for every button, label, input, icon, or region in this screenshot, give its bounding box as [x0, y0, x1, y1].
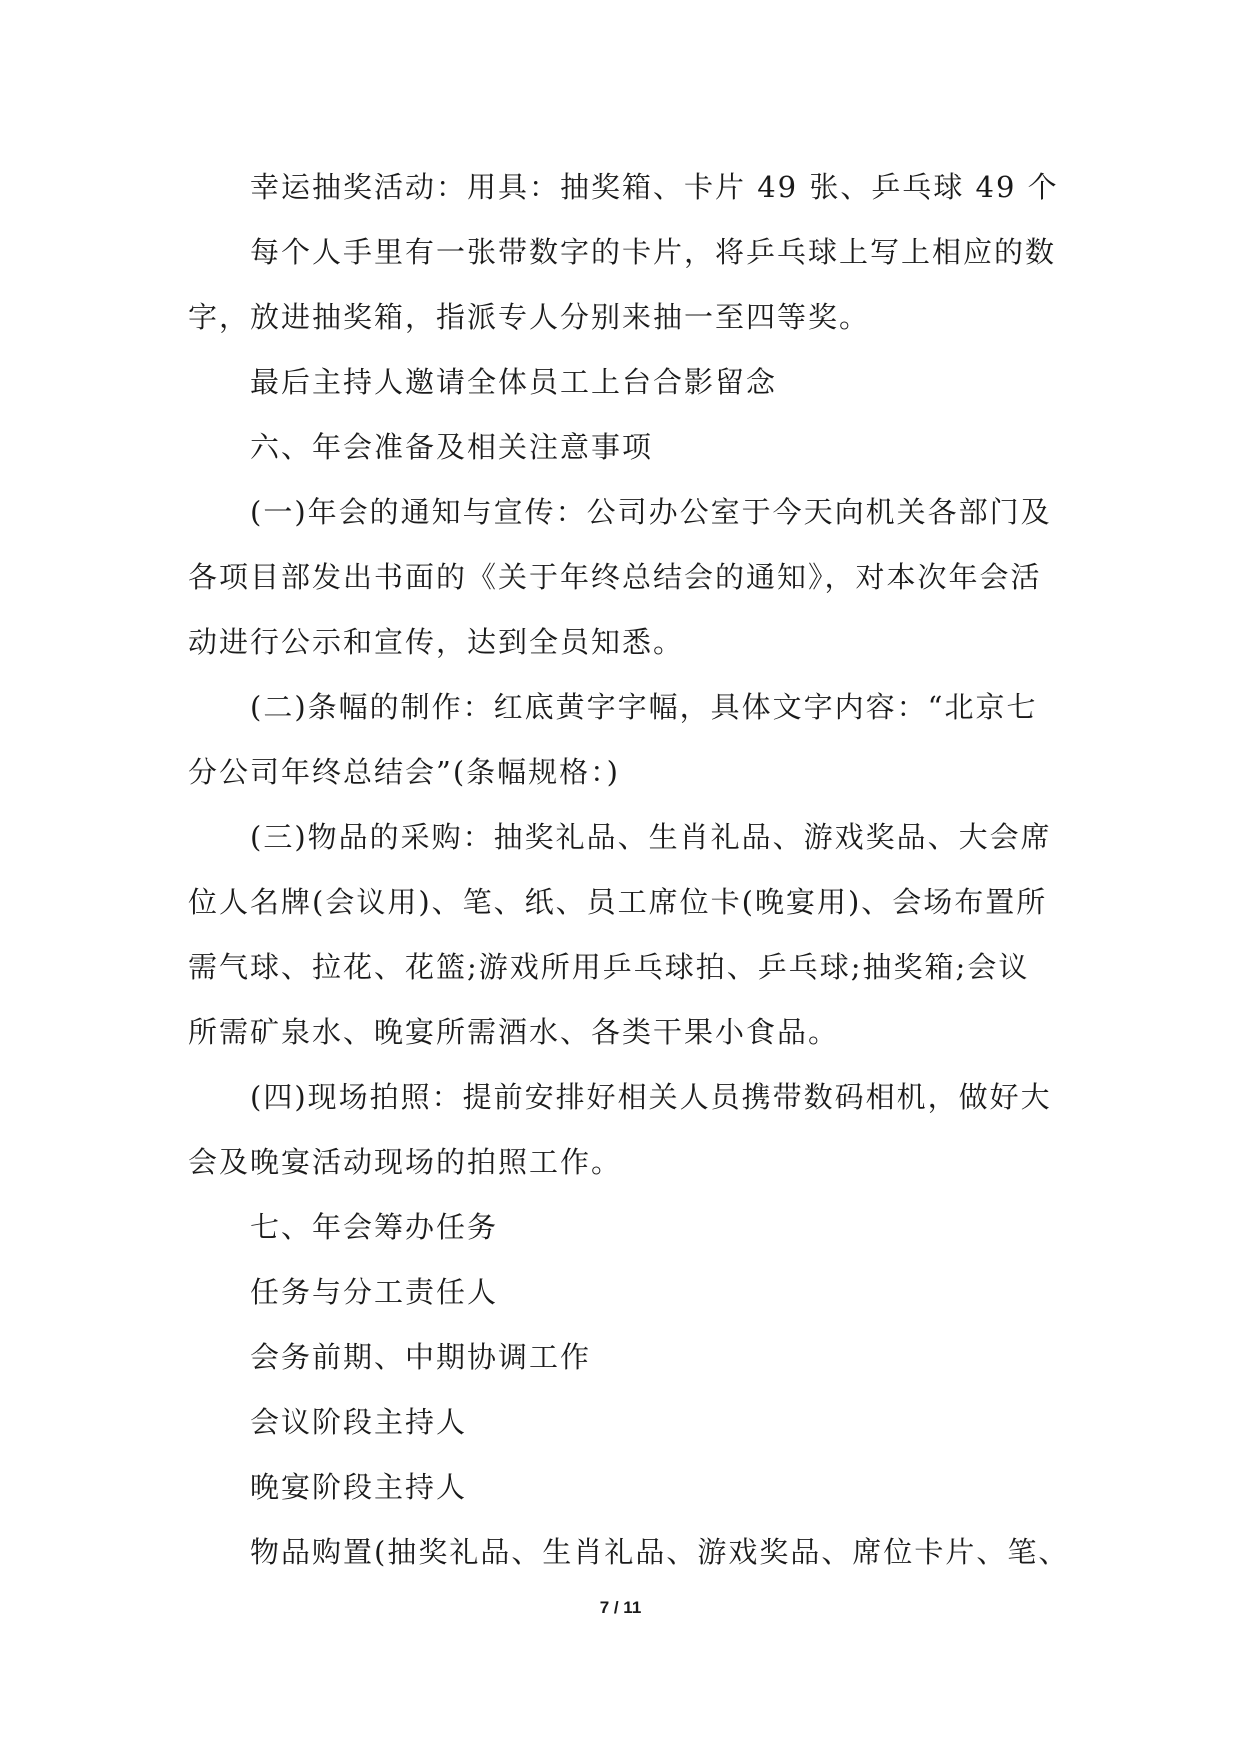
- text-line: 物品购置(抽奖礼品、生肖礼品、游戏奖品、席位卡片、笔、: [250, 1535, 1070, 1569]
- text-line: (一)年会的通知与宣传：公司办公室于今天向机关各部门及: [250, 495, 1052, 529]
- section-heading: 六、年会准备及相关注意事项: [250, 430, 654, 464]
- section-heading: 七、年会筹办任务: [250, 1210, 499, 1244]
- text-line: 位人名牌(会议用)、笔、纸、员工席位卡(晚宴用)、会场布置所: [188, 885, 1048, 919]
- text-line: 会务前期、中期协调工作: [250, 1340, 592, 1374]
- text-line: 会议阶段主持人: [250, 1405, 468, 1439]
- text-line: 动进行公示和宣传，达到全员知悉。: [188, 625, 685, 659]
- text-line: 字，放进抽奖箱，指派专人分别来抽一至四等奖。: [188, 300, 871, 334]
- text-line: 任务与分工责任人: [250, 1275, 499, 1309]
- text-line: 所需矿泉水、晚宴所需酒水、各类干果小食品。: [188, 1015, 840, 1049]
- text-line: 分公司年终总结会”(条幅规格：): [188, 755, 620, 789]
- text-line: 晚宴阶段主持人: [250, 1470, 468, 1504]
- text-line: 需气球、拉花、花篮;游戏所用乒乓球拍、乒乓球;抽奖箱;会议: [188, 950, 1030, 984]
- text-line: 幸运抽奖活动：用具：抽奖箱、卡片 49 张、乒乓球 49 个: [250, 170, 1059, 204]
- text-line: (四)现场拍照：提前安排好相关人员携带数码相机，做好大: [250, 1080, 1052, 1114]
- text-line: 每个人手里有一张带数字的卡片，将乒乓球上写上相应的数: [250, 235, 1057, 269]
- text-line: (二)条幅的制作：红底黄字字幅，具体文字内容：“北京七: [250, 690, 1038, 724]
- body-text: [188, 155, 1070, 1585]
- text-line: 各项目部发出书面的《关于年终总结会的通知》，对本次年会活: [188, 560, 1042, 594]
- text-line: 最后主持人邀请全体员工上台合影留念: [250, 365, 778, 399]
- text-line: (三)物品的采购：抽奖礼品、生肖礼品、游戏奖品、大会席: [250, 820, 1052, 854]
- text-line: 会及晚宴活动现场的拍照工作。: [188, 1145, 623, 1179]
- page-number: 7 / 11: [599, 1598, 642, 1617]
